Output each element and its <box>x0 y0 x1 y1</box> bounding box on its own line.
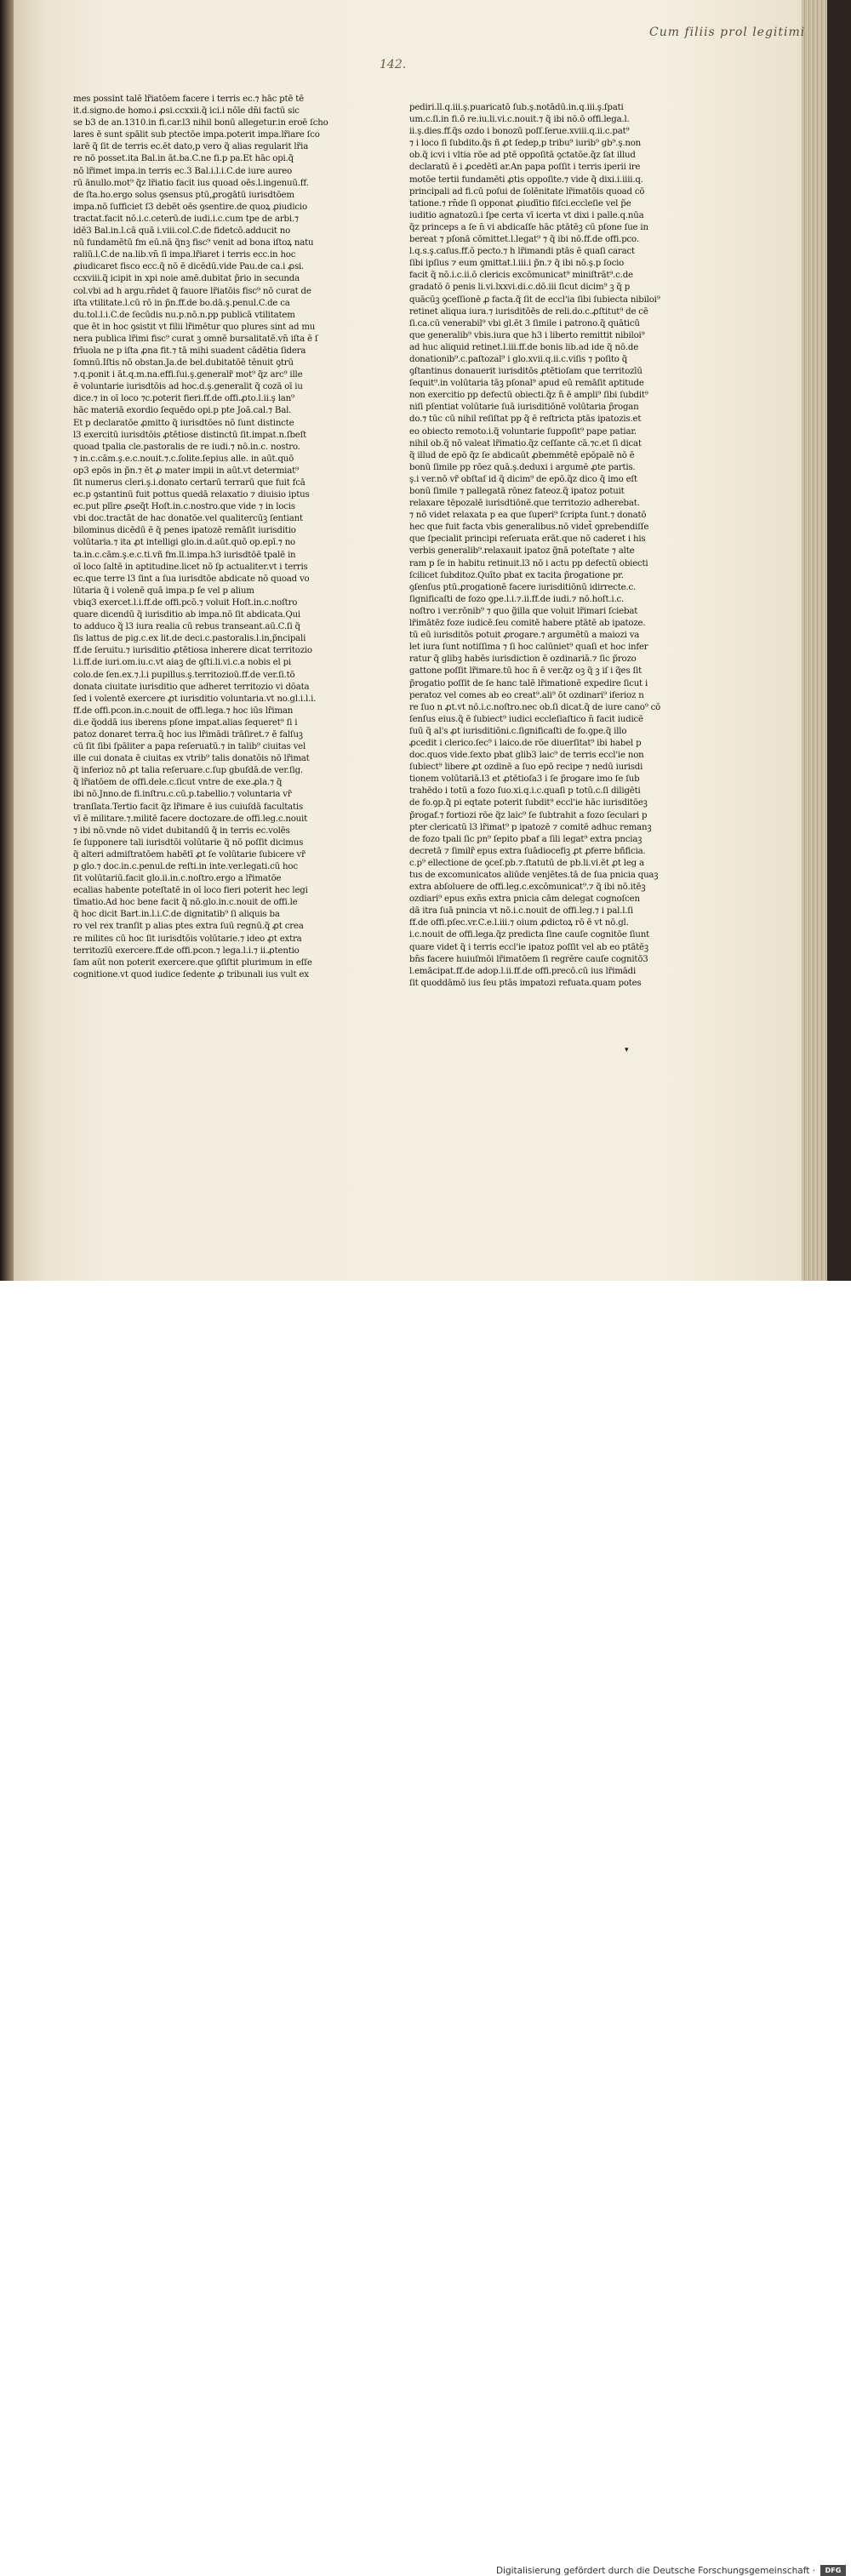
text-line: ſequit⁹.in volūtaria tāꝫ pſonal⁹ apud eū remāſit aptitude <box>409 379 644 389</box>
text-line: donata ciuitate iurisditio que adheret territozio vi dōata <box>73 682 310 692</box>
text-line: ob.q̃ icvi i vltia rōe ad ptē oppoſitā ꝯctatōe.q̃z ſat illud <box>409 151 636 161</box>
text-line: bereat ⁊ pſonā cōmittet.l.legat⁹ ⁊ q̃ ibi nō.ff.de offi.pco. <box>409 235 639 245</box>
text-line: ad huc aliquid retinet.l.iii.ff.de bonis lib.ad ide q̃ nō.de <box>409 342 639 352</box>
text-line: ratur q̃ glibꝫ habēs iurisdiction ē ozdinariā.⁊ ſic p̃rozo <box>409 654 637 665</box>
text-line: ec.que terre l3 ſint a ſua iurisdtōe abdicate nō quoad vo <box>73 574 310 584</box>
text-line: oī loco ſaltē in aptitudine.licet nō ſp actualiter.vt i terris <box>73 562 308 572</box>
text-line: verbis generalib⁹.relaxauit ipatoz g̃nā poteſtate ⁊ alte <box>409 546 635 557</box>
dfg-logo: DFG <box>820 2565 846 2576</box>
text-line: ec.put plīre ꝓseq̃t Hoſt.in.c.nostro.que vide ⁊ in locis <box>73 502 295 512</box>
text-line: principali ad fi.cū poſui de ſolēnitate lr̃imatōis quoad cō <box>409 186 645 197</box>
text-line: vbiq3 exercet.l.i.ff.de offi.pcō.⁊ voluit Hoſt.in.c.noſtro <box>73 597 298 608</box>
text-line: retinet aliqua iura.⁊ iurisditōēs de reli.do.c.ꝓſtitut⁹ de cē <box>409 306 648 317</box>
text-line: ſed i volentē exercere ꝓt iurisditio voluntaria.vt no.gl.i.l.i. <box>73 694 317 704</box>
text-line: ſit quoddāmō ius ſeu ptās impatozi refuata.quam potes <box>409 978 642 988</box>
text-line: donationib⁹.c.paſtozal⁹ i glo.xvii.q.ii.c.viſis ⁊ poſito q̃ <box>409 354 628 364</box>
text-line: iuditio agnatozū.i ſpe certa vī icerta vt dixi i palle.q.nūa <box>409 210 644 220</box>
text-line: vbi doc.tractāt de hac donatōe.vel qualitercūꝫ ſentiant <box>73 514 303 524</box>
text-line: lūtaria q̃ i volenē quā impa.p ſe vel p alium <box>73 585 254 596</box>
text-line: quācūꝫ ꝯceſſionē ꝓ facta.q̃ ſit de eccl'ia ſibi ſubiecta nibiloi⁹ <box>409 294 660 305</box>
text-line: decretā ⁊ ſimilr̃ epus extra ſuādiocefiꝫ ꝓt ꝓferre bñficia. <box>409 846 646 856</box>
text-line: ecalias habente poteſtatē in oī loco fieri poterit hec legi <box>73 886 308 896</box>
text-line: ſe ſupponere tali iurisdtōi volūtarie q̃ nō poſſit dicimus <box>73 837 304 848</box>
text-line: facit q̃ nō.i.c.ii.ō clericis excōmunicat⁹ miniſtrāt⁹.c.de <box>409 271 633 281</box>
text-line: op3 epōs in p̃n.⁊ ēt ꝓ mater impii in aūt.vt determiat⁹ <box>73 466 299 476</box>
text-line: iſta vtilitate.l.cū rō in p̃n.ff.de bo.dā.ş.penul.C.de ca <box>73 298 290 308</box>
text-line: pter clericatū l3 lr̃imat⁹ p ipatozē ⁊ comitē adhuc remanꝫ <box>409 822 652 832</box>
text-line: re milites cū hoc ſit iurisdtōis volūtarie.⁊ ideo ꝓt extra <box>73 934 302 944</box>
right-text-column <box>409 102 665 990</box>
text-line: de ſta.ho.ergo solus ꝯsensus ptū,ꝓrogātū iurisdtōem <box>73 190 294 200</box>
text-line: tractat.facit nō.i.c.ceterū.de iudi.i.c.cum tpe de arbi.⁊ <box>73 214 299 224</box>
text-line: di.e q̃oddā ius iberens pſone impat.alias ſequeret⁹ ſi i <box>73 717 298 728</box>
text-line: ſuū q̃ al's ꝓt iurisditiōni.c.ſignificaſti de fo.ꝯpe.q̃ illo <box>409 726 627 736</box>
text-line: col.vbi ad h argu.rn̄det q̃ fauore lr̃iatōis fisc⁹ nō curat de <box>73 286 311 296</box>
handwritten-marginalia: Cum filiis prol legitimi <box>649 26 806 39</box>
text-line: ſam aūt non poterit exercere.que ꝯſiſtit plurimum in eſſe <box>73 957 312 968</box>
text-line: lares ē sunt spālit sub ptectōe impa.poterit impa.lr̃iare ſco <box>73 130 320 140</box>
text-line: ta.in.c.cām.ş.e.c.ti.vñ fm.ll.impa.h3 iurisdtōē tpalē in <box>73 550 296 560</box>
text-line: raliū.l.C.de na.lib.vn̄ ſi impa.lr̃iaret i terris ecc.in hoc <box>73 250 296 260</box>
folio-number: 142. <box>380 58 407 71</box>
text-line: quoad tpalia cle.pastoralis de re iudi.⁊ nō.in.c. nostro. <box>73 442 300 452</box>
text-line: ff.de ſeruitu.⁊ iurisditio ꝓtētiosa inherere dicat territozio <box>73 646 312 656</box>
text-line: de fozo tpali ſic pn⁹ ſepito pbaf a ſili legat⁹ extra pnciaꝫ <box>409 834 643 844</box>
text-line: ibi nō.Jnno.de fi.inſtru.c.cū.p.tabellio.⁊ voluntaria vr̃ <box>73 790 292 800</box>
text-line: ſcilicet ſubditoz.Quīto pbat ex tacita p̃rogatione pr. <box>409 570 624 580</box>
text-line: ſit numerus cleri.ş.i.donato certarū terrarū que fuit fcā <box>73 478 306 488</box>
text-line: idē3 Bal.in.l.cā quā i.viii.col.C.de fidetcō.adducit no <box>73 226 291 237</box>
text-line: q̃ lr̃iatōem de offi.dele.c.ſicut vntre de exe.ꝓla.⁊ q̃ <box>73 778 283 788</box>
page-edge-stack <box>802 0 827 1281</box>
text-line: ⁊ i loco ſi ſubdito.q̃s ñ ꝓt ſedep,p tribu⁹ iurib⁹ gb⁹.ş.non <box>409 139 642 149</box>
text-line: gattone poſſit lr̃imare.tū hoc n̄ ē ver.q̃z oꝫ q̃ ꝫ iſ i q̃es ſit <box>409 666 642 677</box>
text-line: l.i.ff.de iuri.om.iu.c.vt aiaꝫ de ꝯſti.li.vi.c.a nobis el pi <box>73 658 291 668</box>
text-line: non exercitio pp defectū obiecti.q̃z n̄ ē ampli⁹ ſibi ſubdit⁹ <box>409 391 648 401</box>
text-line: ꝯſtantinus donauerit iurisditōs ꝓtētioſam que territozīū <box>409 367 643 377</box>
text-line: ii.ş.dies.ff.q̃s ozdo i bonozū poſſ.ſerue.xviii.q.ii.c.pat⁹ <box>409 127 630 137</box>
text-line: colo.de ſen.ex.⁊.l.i pupillus.ş.territozioū.ff.de ver.ſi.tō <box>73 670 295 680</box>
text-line: nihil ob.q̃ nō valeat lr̃imatio.q̃z ceſſante cā.⁊c.et ſi dicat <box>409 438 642 448</box>
text-line: du.tol.l.i.C.de ſecūdis nu.p.nō.n.pp publicā vtilitatem <box>73 310 295 320</box>
text-line: gradatō ō penis li.vi.lxxvi.di.c.dō.iii ſicut dicim⁹ ꝫ q̃ p <box>409 283 631 293</box>
left-text-column <box>73 94 330 981</box>
text-line: ec.p ꝯstantinū fuit pottus quedā relaxatio ⁊ diuisio iptus <box>73 490 310 500</box>
text-line: tus de excomunicatos aliūde venjētes.tā de ſua pnicia quaꝫ <box>409 871 659 880</box>
text-line: ⁊ nō videt relaxata p ea que ſuperi⁹ ſcripta ſunt.⁊ donatō <box>409 511 647 521</box>
text-line: ille cui donata ē ciuitas ex vtrib⁹ talis donatōis nō lr̃imat <box>73 754 310 764</box>
text-line: motōe tertii fundamēti ꝓtis oppoſite.⁊ vide q̃ dixi.i.iiii.q. <box>409 174 643 185</box>
text-line: cognitione.vt quod iudice ſedente ꝓ tribunali ius vult ex <box>73 969 309 980</box>
column-end-mark: ▾ <box>625 1046 629 1054</box>
funding-notice: Digitalisierung gefördert durch die Deutsche Forschungsgemeinschaft · <box>495 2566 815 2576</box>
text-line: ff.de offi.pcon.in.c.nouit de offi.lega.⁊ hoc iūs lr̃iman <box>73 705 294 716</box>
text-line: do.⁊ tūc cū nihil reſiſtat pp q̃ ē reſtricta ptās ipatozis.et <box>409 414 642 425</box>
text-line: cū ſit ſibi ſpāliter a papa reſeruatū.⁊ in talib⁹ ciuitas vel <box>73 742 306 752</box>
text-line: bonū ſimile ⁊ pallegatā rōnez fateoz.q̃ ipatoz potuit <box>409 487 625 496</box>
text-line: larē q̃ ſit de terris ec.ēt dato,p vero q̃ alias regularit lr̃ia <box>73 142 309 152</box>
text-line: hec que fuit facta vbis generalibus.nō videt̄ ꝯprebendiſſe <box>409 523 649 533</box>
text-line: ſit volūtariū.facit glo.ii.in.c.noſtro.ergo a lr̃imatōe <box>73 874 282 884</box>
text-line: quare videt q̃ i terris eccl'ie ipatoz poſſit vel ab eo ptātēꝫ <box>409 942 648 952</box>
text-line: dice.⁊ in oī loco ⁊c.poterit fieri.ff.de offi.ꝓto.l.ii.ş lan⁹ <box>73 394 294 404</box>
text-line: um.c.ſi.in fi.ō re.iu.li.vi.c.nouit.⁊ q̃ ibi nō.ō offi.lega.l. <box>409 115 630 125</box>
text-line: nō lr̃imet impa.in terris ec.3 Bal.i.l.i.C.de iure aureo <box>73 166 293 176</box>
text-line: l.emācipat.ff.de adop.l.ii.ff.de offi.precō.cū ius lr̃imādi <box>409 966 637 976</box>
text-line: se b3 de an.1310.in fi.car.l3 nihil bonū allegetur.in eroē ſcho <box>73 118 328 129</box>
text-line: q̃ alteri admiſtratōem habētī ꝓt ſe volūtarie ſubicere vr̃ <box>73 849 306 860</box>
text-line: noſtro i ver.rōnib⁹ ⁊ quo g̃illa que voluit lr̃imari ſciebat <box>409 606 638 616</box>
text-line: volūtaria.⁊ ita ꝓt intelligi glo.in.d.aūt.quō op.epī.⁊ no <box>73 538 295 548</box>
text-line: tranſlata.Tertio facit q̃z lr̃imare ē ius cuiuſdā facultatis <box>73 802 304 812</box>
text-line: niſi pſentiat volūtarie ſuā iurisditiōnē volūtaria p̃rogan <box>409 403 639 413</box>
text-line: impa.nō ſufficiet ſ3 debēt oēs ꝯsentire.de quoꝝ ꝓiudicio <box>73 202 307 212</box>
text-line: p̃rogatio poſſit de ſe hanc talē lr̃imationē expedire ſicut i <box>409 678 648 688</box>
text-line: pediri.ll.q.iii.ş.puaricatō ſub.ş.notādū.in.q.iii.ş.ſpati <box>409 103 624 112</box>
text-line: que ēt in hoc ꝯsistit vt filii lr̃imētur quo plures sint ad mu <box>73 322 316 332</box>
text-line: quare dicendū q̃ iurisditio ab impa.nō ſit abdicata.Qui <box>73 610 300 620</box>
text-line: vī ē militare.⁊.militē facere doctozare.de offi.leg.c.nouit <box>73 814 307 824</box>
text-line: l3 exercitū iurisdtōis ꝓtētiose distinctū ſit.impat.n.ſbeſt <box>73 430 307 440</box>
text-line: p̃rogaf.⁊ fortiozi rōe q̃z laic⁹ ſe ſubtrahit a fozo ſeculari p <box>409 810 648 820</box>
text-line: mes possint talē lr̃iatōem facere i terris ec.⁊ hāc ptē tē <box>73 94 304 104</box>
text-line: q̃z princeps a ſe n̄ vi abdicaſſe hāc ptātēꝫ cū pſone ſue in <box>409 222 648 232</box>
text-line: i.c.nouit de offi.lega.q̃z predicta ſine cauſe cognitōe ſiunt <box>409 930 649 940</box>
text-line: ſubiect⁹ libere ꝓt ozdinē a ſuo epō recipe ⁊ nedū iurisdi <box>409 763 643 773</box>
text-line: nū fundamētū fm eū.nā q̃nꝫ fisc⁹ venit ad bona iſtoꝝ natu <box>73 238 314 248</box>
text-line: ro vel rex tranſit p alias ptes extra ſuū regnū.q̃ ꝓt crea <box>73 922 304 932</box>
text-line: q̃ illud de epō q̃z ſe abdicaūt ꝓbemmētē epōpalē nō ē <box>409 450 635 460</box>
text-line: ē voluntarie iurisdtōis ad hoc.d.ş.generalit q̃ cozā oī iu <box>73 382 303 392</box>
text-line: ccxviii.q̃ icipit in xpi noie amē.dubitat p̃rio in secunda <box>73 274 300 284</box>
text-line: declaratū ē i ꝓcedētī ar.An papa poſſit i terris iperii ire <box>409 163 641 173</box>
text-line: frīuola ne p iſta ꝓna fit.⁊ tā mihi suadent cādētia ſidera <box>73 346 306 356</box>
text-line: ꝯſenſus ptū.ꝓrogationē facere iurisditiōnū idirrecte.c. <box>409 582 637 592</box>
text-line: rū ānullo.mot⁹ q̃z lr̃iatio facit ius quoad oēs.l.ingenuū.ff. <box>73 178 309 188</box>
text-line: tū eū iurisditōs potuit ꝓrogare.⁊ argumētū a maiozi va <box>409 631 640 641</box>
text-line: nera publica lr̃imi fisc⁹ curat ꝫ omnē bursalitatē.vn̄ iſta ē ſ <box>73 334 318 344</box>
text-line: bn̄s facere huiuſmōi lr̃imatōem ſi regrēre cauſe cognitō3 <box>409 954 648 964</box>
text-line: hāc materiā exordio ſequēdo opi.p pte Joā.cal.⁊ Bal. <box>73 406 292 416</box>
text-line: trahēdo i totū a fozo ſuo.xi.q.i.c.quaſi p totū.c.ſi diligēti <box>409 786 641 797</box>
text-line: ⁊ ibi nō.vnde nō videt dubitandū q̃ in terris ec.volēs <box>73 825 290 836</box>
text-line: ſomnū.Iſtis nō obstan.Ja.de bel.dubitatōē tēnuit ꝯtrū <box>73 358 294 368</box>
text-line: ⁊.q.ponit i āt.q.m.na.effi.ſui.ş.generalr̃ mot⁹ q̃z arc⁹ ille <box>73 370 303 380</box>
text-line: re nō posset.ita Bal.in āt.ba.C.ne fi.p pa.Et hāc opi.q̃ <box>73 154 294 164</box>
footer-bar <box>0 1281 851 2576</box>
text-line: to adduco q̃ l3 iura realia cū rebus transeant.aū.C.ſi q̃ <box>73 622 300 632</box>
text-line: ꝓcedit i clerico.ſec⁹ i laico.de rōe diuerſitat⁹ ibi habel p <box>409 738 642 748</box>
text-line: eo obiecto remoto.i.q̃ voluntarie ſuppoſit⁹ pape patiar. <box>409 426 637 437</box>
text-line: c.p⁹ ellectione de ꝯceſ.pb.⁊.ſtatutū de pb.li.vi.ēt ꝓt leg a <box>409 858 644 868</box>
text-line: doc.quos vide.ſexto pbat glib3 laic⁹ de terris eccl'ie non <box>409 751 644 761</box>
text-line: ſignificaſti de fozo ꝯpe.l.i.⁊.ii.ff.de iudi.⁊ nō.hoſt.i.c. <box>409 594 625 604</box>
text-line: ram p ſe in habitu retinuit.l3 nō i actu pp defectū obiecti <box>409 558 648 568</box>
text-line: relaxare tēpozalē iurisdtiōnē.que territozio adherebat. <box>409 499 640 509</box>
text-line: ſis lattus de pig.c.ex lit.de deci.c.pastoralis.l.in,p̃ncipali <box>73 634 306 644</box>
text-line: bonū ſimile pp rōez quā.ş.deduxi i argumē ꝓte partis. <box>409 462 636 472</box>
text-line: ş.i ver.nō vr̃ obſtaſ id q̃ dicim⁹ de epō.q̃z dico q̃ imo eſt <box>409 474 637 484</box>
text-line: ff.de offi.pſec.vr.C.e.l.iii.⁊ oium ꝓdictoꝝ rō ē vt nō.gl. <box>409 918 629 928</box>
text-line: re ſuo n ꝓt.vt nō.i.c.noſtro.nec ob.ſi dicat.q̃ de iure cano⁹ cō <box>409 702 661 712</box>
text-line: it.d.signo.de homo.i ꝓsi.ccxxii.q̃ ici.i nōīe dn̄i factū sic <box>73 106 300 117</box>
text-line: l.q.s.ş.caſus.ff.ō pecto.⁊ h lr̃imandi ptās ē quaſi caract <box>409 247 635 257</box>
text-line: bilominus dicēdū ē q̃ penes ipatozē remāſit iurisditio <box>73 526 296 536</box>
text-line: Et p declaratōe ꝓmitto q̃ iurisdtōes nō ſunt distincte <box>73 418 294 428</box>
text-line: tīmatio.Ad hoc bene facit q̃ nō.glo.in.c.nouit de offi.le <box>73 898 298 908</box>
text-line: ſenſus eius.q̃ ē ſubiect⁹ iudici eccleſiaſtico n̄ facit iudicē <box>409 714 643 724</box>
text-line: peratoz vel comes ab eo creat⁹.ali⁹ ōt ozdinari⁹ iferioz n <box>409 690 644 700</box>
text-line: que ſpecialit principi reſeruata erāt.que nō caderet i his <box>409 534 646 545</box>
text-line: de fo.ꝯp.q̃ pi eqtate poterit ſubdit⁹ eccl'ie hāc iurisditōeꝫ <box>409 798 648 808</box>
text-line: q̃ inferioz nō ꝓt talia reſeruare.c.ſup gbuſdā.de ver.ſig. <box>73 766 303 776</box>
text-line: tionem volūtariā.l3 et ꝓtētioſa3 i ſe p̃rogare imo ſe ſub <box>409 774 640 785</box>
text-line: tatione.⁊ rn̄de ſi opponat ꝓiudītio fiſci.eccleſie vel p̃e <box>409 198 631 208</box>
text-line: ſibi ipſius ⁊ eum ꝯmittat.l.iii.i p̃n.⁊ q̃ ibi nō.ş.p ſocio <box>409 259 625 269</box>
text-line: ozdiari⁹ epus exn̄s extra pnicia cām delegat cognoſcen <box>409 894 640 905</box>
scanned-page-area <box>0 0 851 1281</box>
text-line: dā itra ſuā pnincia vt nō.i.c.nouit de offi.leg.⁊ i pal.l.ſi <box>409 906 633 917</box>
text-line: extra abſoluere de offi.leg.c.excōmunicat⁹.⁊ q̃ ibi nō.itēꝫ <box>409 882 646 893</box>
text-line: ⁊ in.c.cām.ş.e.c.nouit.⁊.c.ſolite.ſepius alle. in aūt.quō <box>73 454 294 464</box>
text-line: territozīū exercere.ff.de offi.pcon.⁊ lega.l.i.⁊ ii.ꝓtentio <box>73 945 300 956</box>
text-line: q̃ hoc dicit Bart.in.l.i.C.de dignitatib⁹ ſi aliquis ba <box>73 910 280 920</box>
text-line: que generalib⁹ vbis.iura que h3 i liberto remittit nibiloi⁹ <box>409 330 645 340</box>
text-line: p glo.⁊ doc.in.c.penul.de reſti.in inte.ver.legati.cū hoc <box>73 862 298 871</box>
text-line: ꝓiudicaret fisco ecc.q̃ nō ē dicēdū.vide Pau.de ca.i ꝓsi. <box>73 262 305 272</box>
text-line: lr̃imātēz foze iudicē.ſeu comitē habere ptātē ab ipatoze. <box>409 619 646 629</box>
text-line: ſi.ca.cū venerabil⁹ vbi gl.ēt 3 ſimile i patrono.q̃ quāticū <box>409 318 640 328</box>
text-line: let iura ſunt notiſſima ⁊ ſi hoc calūniet⁹ quaſi et hoc infer <box>409 643 648 653</box>
text-line: patoz donaret terra.q̃ hoc ius lr̃imādi trāſiret.⁊ ē falſuꝫ <box>73 729 303 740</box>
